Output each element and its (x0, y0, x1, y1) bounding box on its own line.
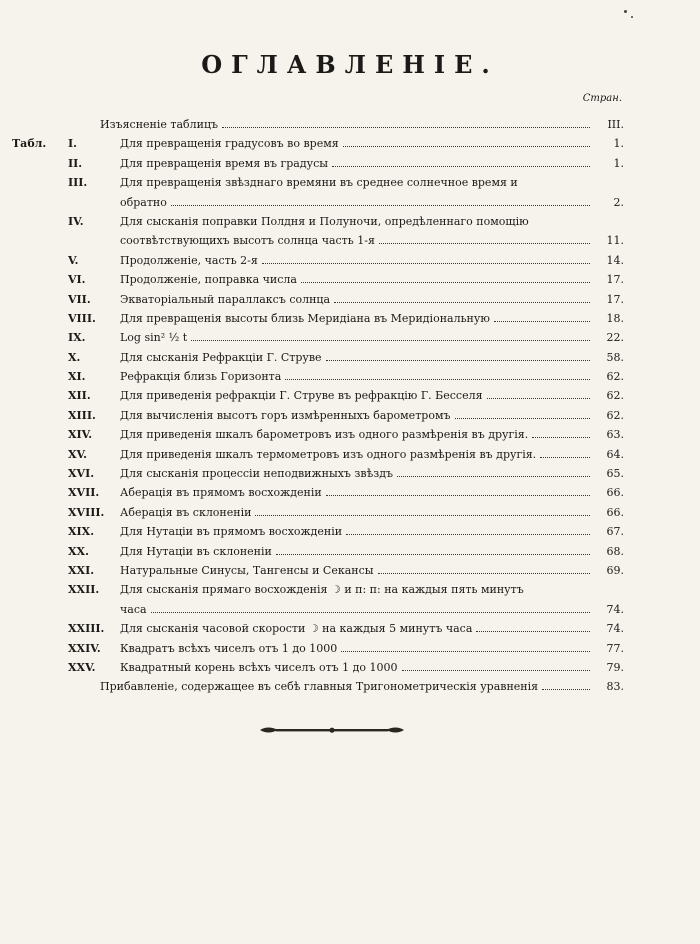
entry-title (120, 542, 594, 561)
entry-title (120, 173, 594, 192)
dot-leader (276, 554, 590, 555)
entry-title-text: Рефракція близь Горизонта (120, 370, 282, 384)
page-number: 74. (606, 602, 624, 616)
toc-entry-row (0, 561, 700, 580)
page-number: 83. (606, 680, 624, 694)
entry-title (120, 270, 594, 289)
dot-leader (397, 476, 590, 477)
toc-entry-row (0, 212, 700, 231)
dot-leader (379, 243, 590, 244)
dot-leader (301, 282, 590, 283)
entry-title (120, 658, 594, 677)
entry-title (120, 483, 594, 502)
dot-leader (285, 379, 590, 380)
entry-title (120, 580, 594, 599)
table-number: VI. (68, 273, 86, 287)
table-prefix-label: Табл. (12, 137, 47, 151)
page-number: 1. (613, 137, 624, 151)
entry-title (120, 406, 594, 425)
dot-leader (476, 631, 590, 632)
dot-leader (151, 612, 590, 613)
dot-leader (402, 670, 590, 671)
table-number: XII. (68, 389, 91, 403)
entry-title-text: Изъясненіе таблицъ (100, 118, 219, 131)
entry-title-text: Для вычисленія высотъ горъ измѣренныхъ барометромъ (120, 408, 451, 422)
dot-leader (343, 146, 590, 147)
entry-title-text: соотвѣтствующихъ высотъ солнца часть 1-я (120, 234, 375, 248)
page-number: 62. (606, 370, 624, 384)
page-number: 63. (606, 428, 624, 442)
entry-title-text: обратно (120, 195, 167, 209)
entry-title-text: Экваторіальный параллаксъ солнца (120, 292, 331, 306)
toc-entry-row (0, 522, 700, 541)
entry-title-text: Для сысканія поправки Полдня и Полуночи, опредѣленнаго помощію (120, 214, 529, 228)
table-number: XVI. (68, 467, 95, 481)
page-number: 66. (606, 486, 624, 500)
table-number: XIII. (68, 408, 96, 422)
entry-title (120, 309, 594, 328)
toc-entry-row (0, 639, 700, 658)
page-number: 66. (606, 505, 624, 519)
dot-leader (191, 340, 590, 341)
dot-leader (262, 263, 590, 264)
toc-entry-row (0, 386, 700, 405)
entry-title-text: Для превращенія градусовъ во время (120, 137, 339, 151)
toc-entry-row (0, 270, 700, 289)
toc-entry-row (0, 503, 700, 522)
entry-title-text: Для сысканія часовой скорости ☽ на каждыя 5 минутъ часа (120, 622, 473, 636)
entry-title (120, 425, 594, 444)
table-of-contents (0, 115, 700, 697)
page-number: 65. (606, 467, 624, 481)
table-number: III. (68, 176, 88, 190)
table-number: XIV. (68, 428, 93, 442)
entry-title (120, 290, 594, 309)
toc-entry-row (0, 328, 700, 347)
page-number: 58. (606, 350, 624, 364)
entry-title-text: Для приведенія шкалъ термометровъ изъ одного размѣренія въ другія. (120, 447, 537, 461)
dot-leader (341, 651, 590, 652)
page-number: 77. (606, 641, 624, 655)
page-number: 74. (606, 622, 624, 636)
entry-title (120, 328, 594, 347)
toc-entry-row (0, 600, 700, 619)
page-number: 17. (606, 292, 624, 306)
table-number: IX. (68, 331, 86, 345)
table-number: X. (68, 350, 81, 364)
table-number: I. (68, 137, 77, 151)
page-number: III. (607, 118, 624, 131)
dot-leader (222, 127, 590, 128)
toc-entry-row (0, 619, 700, 638)
entry-title-text: Для Нутаціи въ прямомъ восхожденіи (120, 525, 343, 539)
page-number: 2. (613, 195, 624, 209)
entry-title (120, 348, 594, 367)
dot-leader (255, 515, 590, 516)
toc-entry-row (0, 580, 700, 599)
entry-title (120, 464, 594, 483)
dot-leader (532, 437, 590, 438)
table-number: IV. (68, 214, 84, 228)
dot-leader (494, 321, 590, 322)
entry-title-text: часа (120, 602, 147, 616)
table-number: XXV. (68, 660, 96, 674)
table-number: XV. (68, 447, 87, 461)
page-number: 18. (606, 311, 624, 325)
entry-title-text: Прибавленіе, содержащее въ себѣ главныя Тригонометрическія уравненія (100, 680, 539, 694)
toc-entry-row (0, 367, 700, 386)
ornament-divider (258, 724, 406, 736)
toc-entry-row (0, 677, 700, 696)
toc-entry-row (0, 464, 700, 483)
ink-speck (631, 16, 633, 18)
table-number: XIX. (68, 525, 95, 539)
entry-title-text: Log sin² ½ t (120, 331, 188, 345)
toc-entry-row (0, 134, 700, 153)
dot-leader (542, 689, 590, 690)
dot-leader (334, 302, 590, 303)
table-number: XX. (68, 544, 89, 558)
toc-entry-row (0, 290, 700, 309)
ink-speck (624, 10, 627, 13)
entry-title-text: Для сысканія прямаго восхожденія ☽ и п: п: на каждыя пять минутъ (120, 583, 524, 597)
table-number: XXIV. (68, 641, 101, 655)
entry-title (120, 251, 594, 270)
table-number: XI. (68, 370, 86, 384)
table-number: II. (68, 156, 83, 170)
table-number: XVII. (68, 486, 100, 500)
page-number: 1. (613, 156, 624, 170)
entry-title (120, 386, 594, 405)
entry-title-text: Квадратный корень всѣхъ чиселъ отъ 1 до 1000 (120, 660, 398, 674)
entry-title-text: Аберація въ прямомъ восхожденіи (120, 486, 322, 500)
table-number: VIII. (68, 311, 96, 325)
entry-title (120, 600, 594, 619)
entry-title-text: Для приведенія шкалъ барометровъ изъ одного размѣренія въ другія. (120, 428, 529, 442)
entry-title-text: Натуральные Синусы, Тангенсы и Секансы (120, 563, 374, 577)
table-number: XXI. (68, 563, 95, 577)
table-number: XXIII. (68, 622, 105, 636)
page-number: 67. (606, 525, 624, 539)
dot-leader (326, 495, 590, 496)
entry-title-text: Продолженіе, поправка числа (120, 273, 297, 287)
toc-entry-row (0, 251, 700, 270)
toc-entry-row (0, 483, 700, 502)
dot-leader (540, 457, 590, 458)
dot-leader (455, 418, 591, 419)
toc-entry-row (0, 542, 700, 561)
entry-title (120, 619, 594, 638)
page-number: 14. (606, 253, 624, 267)
dot-leader (326, 360, 590, 361)
page-number: 11. (606, 234, 624, 248)
entry-title (100, 115, 594, 134)
toc-entry-row (0, 115, 700, 134)
page-number: 62. (606, 389, 624, 403)
toc-entry-row (0, 309, 700, 328)
entry-title-text: Для приведенія рефракціи Г. Струве въ рефракцію Г. Бесселя (120, 389, 483, 403)
entry-title-text: Квадратъ всѣхъ чиселъ отъ 1 до 1000 (120, 641, 338, 655)
dot-leader (378, 573, 590, 574)
entry-title (120, 154, 594, 173)
entry-title (120, 639, 594, 658)
entry-title (120, 231, 594, 250)
table-number: VII. (68, 292, 91, 306)
page-number: 79. (606, 660, 624, 674)
entry-title-text: Для превращенія время въ градусы (120, 156, 329, 170)
dot-leader (171, 205, 590, 206)
toc-entry-row (0, 445, 700, 464)
entry-title-text: Для Нутаціи въ склоненіи (120, 544, 272, 558)
table-number: XVIII. (68, 505, 105, 519)
entry-title (100, 677, 594, 696)
entry-title-text: Аберація въ склоненіи (120, 505, 252, 519)
entry-title (120, 134, 594, 153)
toc-entry-row (0, 231, 700, 250)
entry-title (120, 445, 594, 464)
page-number: 69. (606, 563, 624, 577)
toc-entry-row (0, 425, 700, 444)
entry-title (120, 561, 594, 580)
dot-leader (487, 398, 590, 399)
page-number: 64. (606, 447, 624, 461)
page-number: 22. (606, 331, 624, 345)
toc-entry-row (0, 193, 700, 212)
entry-title-text: Для сысканія процессіи неподвижныхъ звѣздъ (120, 467, 394, 481)
entry-title-text: Для сысканія Рефракціи Г. Струве (120, 350, 322, 364)
page-column-label: Стран. (582, 93, 622, 104)
toc-entry-row (0, 173, 700, 192)
entry-title (120, 212, 594, 231)
page-number: 62. (606, 408, 624, 422)
entry-title (120, 503, 594, 522)
table-number: V. (68, 253, 79, 267)
table-number: XXII. (68, 583, 100, 597)
page-title: ОГЛАВЛЕНІЕ. (201, 50, 499, 79)
dot-leader (332, 166, 590, 167)
entry-title (120, 367, 594, 386)
toc-entry-row (0, 406, 700, 425)
toc-entry-row (0, 154, 700, 173)
toc-entry-row (0, 658, 700, 677)
entry-title-text: Для превращенія звѣзднаго времяни въ среднее солнечное время и (120, 176, 518, 190)
dot-leader (346, 534, 590, 535)
entry-title (120, 522, 594, 541)
entry-title-text: Продолженіе, часть 2-я (120, 253, 258, 267)
page-number: 68. (606, 544, 624, 558)
entry-title (120, 193, 594, 212)
toc-entry-row (0, 348, 700, 367)
entry-title-text: Для превращенія высоты близь Меридіана въ Меридіональную (120, 311, 490, 325)
page-number: 17. (606, 273, 624, 287)
